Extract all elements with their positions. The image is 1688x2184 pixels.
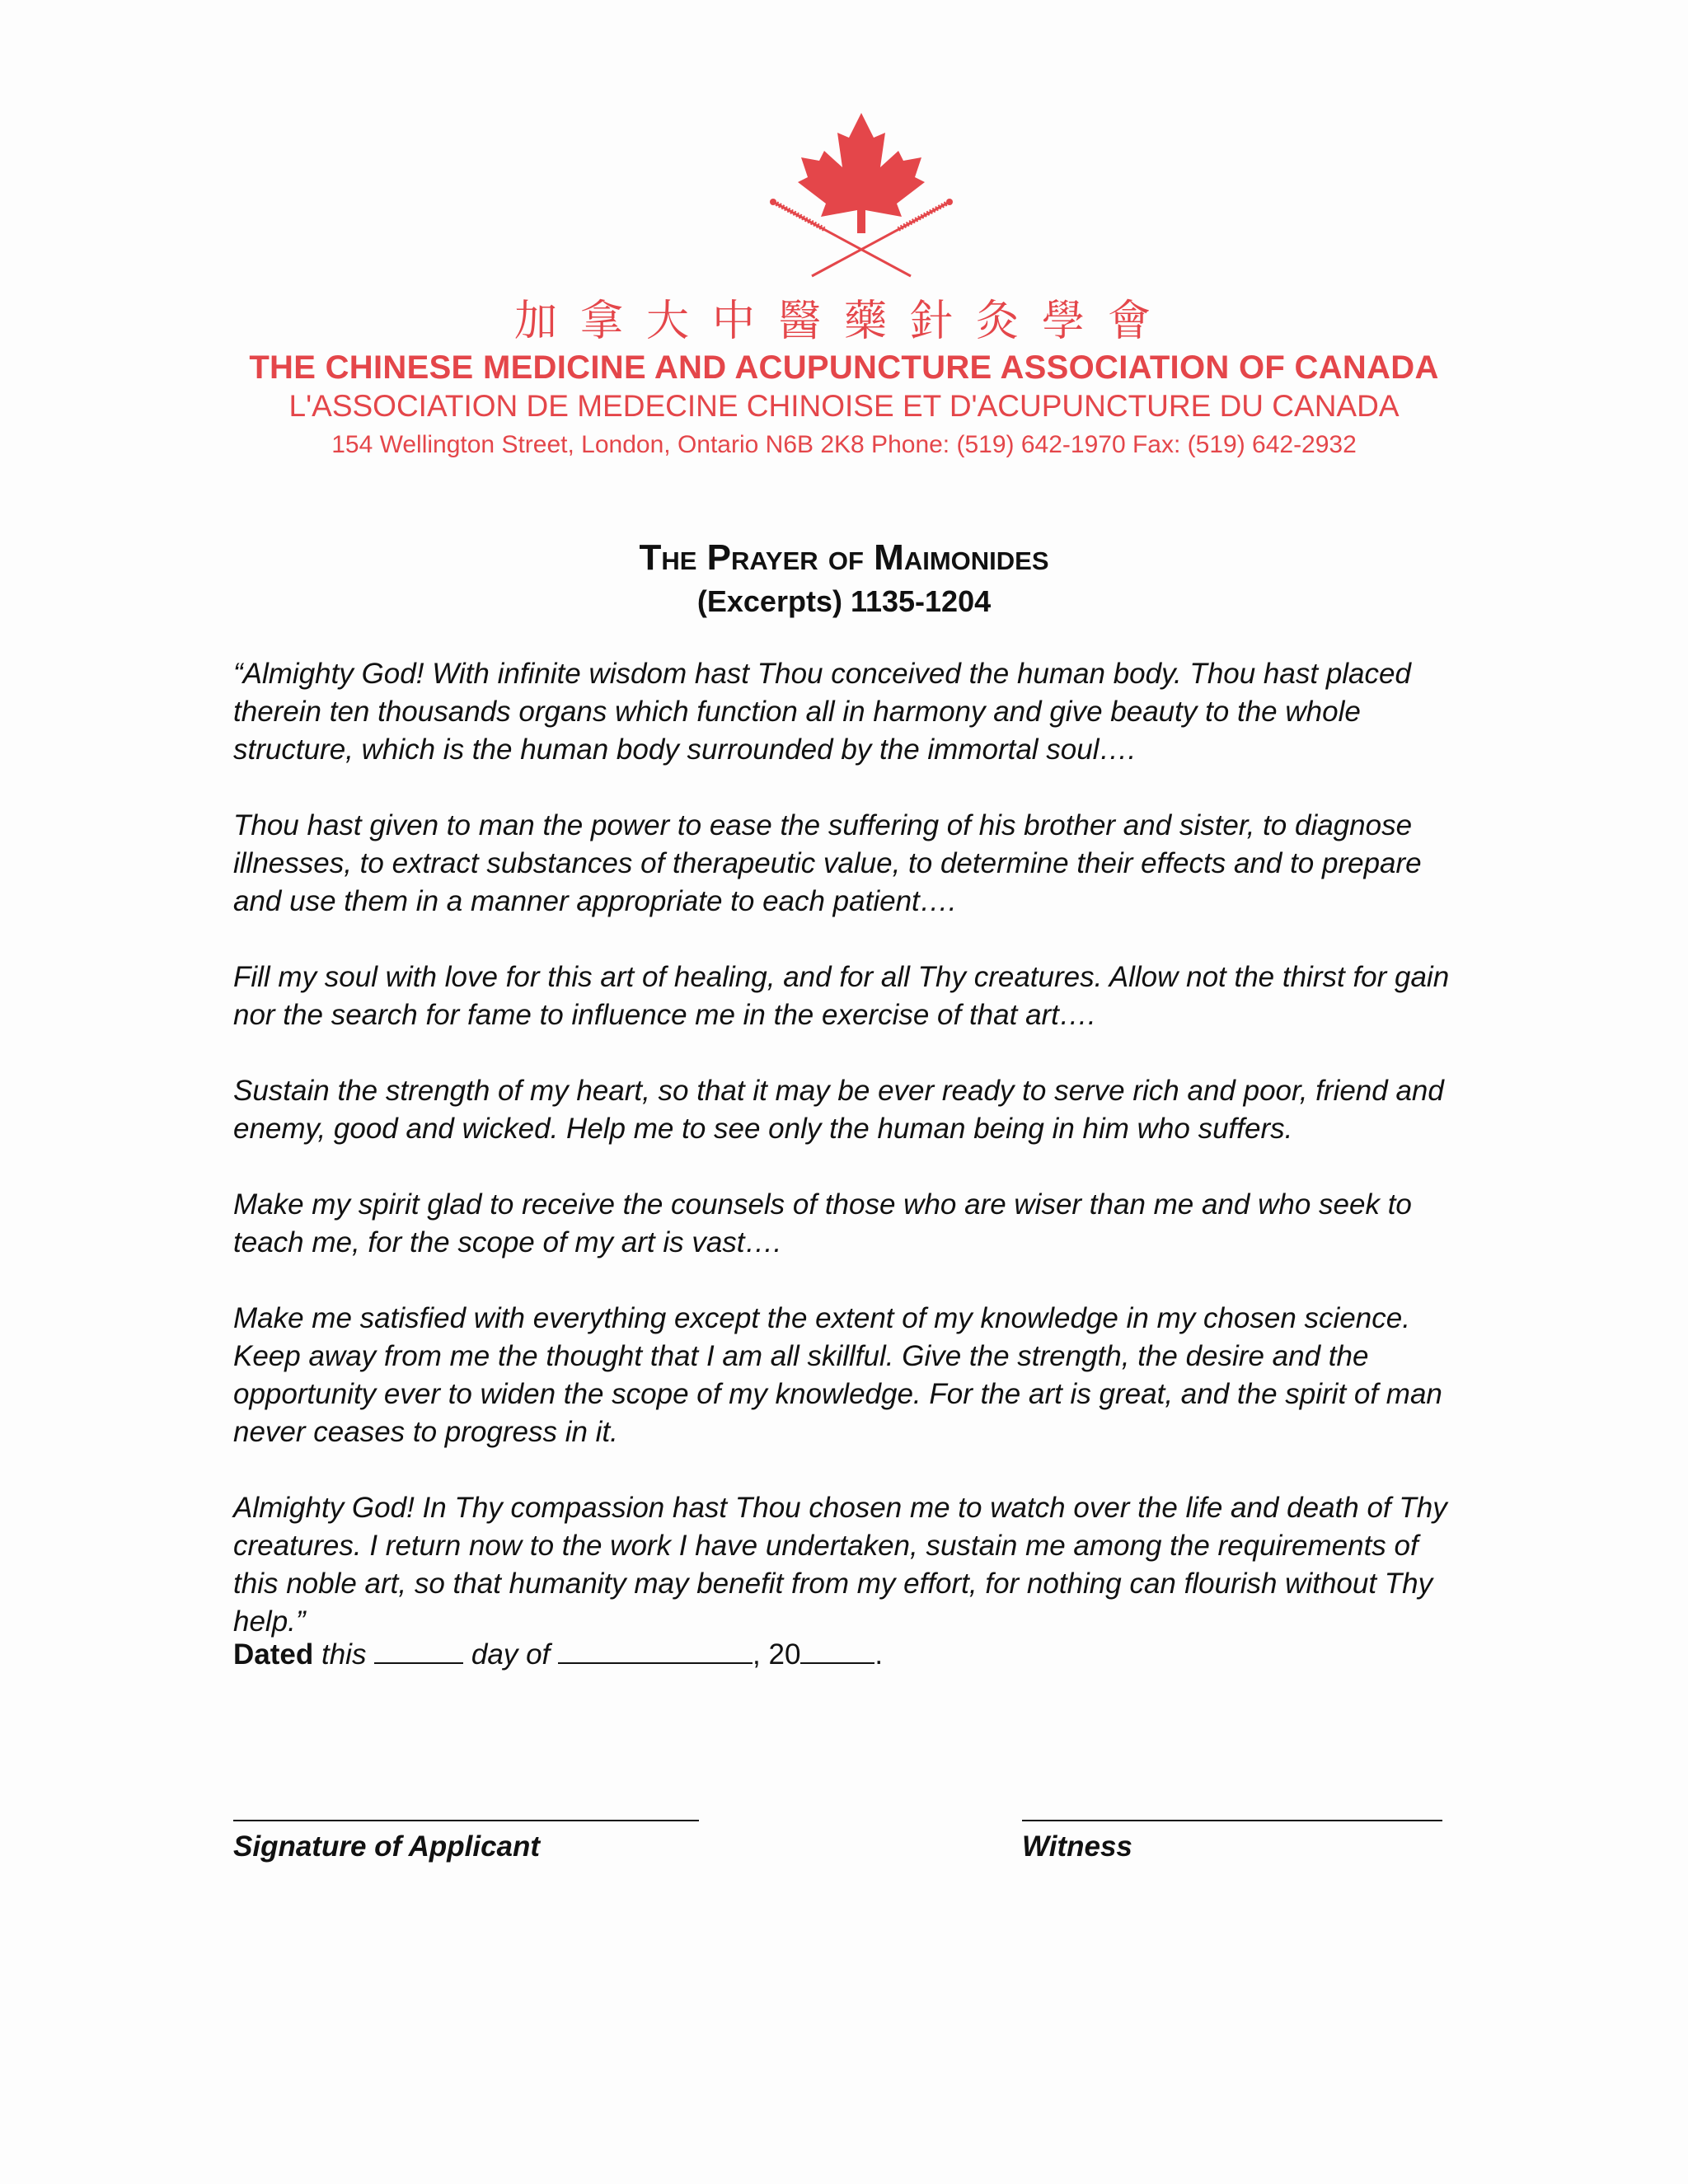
- dated-line: [233, 1636, 883, 1674]
- dated-this-text: this: [321, 1638, 367, 1671]
- dated-period: .: [874, 1638, 884, 1671]
- association-address: 154 Wellington Street, London, Ontario N6B 2K8 Phone: (519) 642-1970 Fax: (519) 642-2932: [331, 431, 1357, 458]
- year-prefix: 20: [768, 1638, 801, 1671]
- day-blank[interactable]: [374, 1638, 463, 1664]
- maple-leaf-logo-icon: [767, 111, 956, 288]
- prayer-paragraph: Thou hast given to man the power to ease the suffering of his brother and sister, to diagnose illnesses, to extract substances of therapeutic value, to determine their effects and to prepare and use them in a manner appropriate to each patient….: [233, 809, 1422, 917]
- prayer-paragraph: Sustain the strength of my heart, so that it may be ever ready to serve rich and poor, friend and enemy, good and wicked. Help me to see only the human being in him who suffers.: [233, 1075, 1444, 1145]
- association-chinese-name: 加拿大中醫藥針灸學會: [513, 297, 1174, 346]
- prayer-paragraph: Make my spirit glad to receive the counsels of those who are wiser than me and who seek to teach me, for the scope of my art is vast….: [233, 1188, 1412, 1258]
- dated-label: Dated: [233, 1638, 314, 1671]
- witness-signature-label: Witness: [1022, 1830, 1132, 1863]
- prayer-body: [233, 655, 1453, 1679]
- prayer-paragraph: “Almighty God! With infinite wisdom hast Thou conceived the human body. Thou hast placed therein ten thousands organs which function all in harmony and give beauty to the whole structure, which is the human body surrounded by the immortal soul….: [233, 658, 1411, 766]
- applicant-signature-line[interactable]: [233, 1820, 699, 1821]
- year-blank[interactable]: [800, 1638, 874, 1664]
- witness-signature-line[interactable]: [1022, 1820, 1442, 1821]
- prayer-paragraph: Make me satisfied with everything except the extent of my knowledge in my chosen science. Keep away from me the thought that I am all skillful. Give the strength, the desire and the opportunity ever to widen the scope of my knowledge. For the art is great, and the spirit of man never ceases to progress in it.: [233, 1302, 1442, 1448]
- document-subtitle: (Excerpts) 1135-1204: [696, 584, 992, 618]
- association-name-english: THE CHINESE MEDICINE AND ACUPUNCTURE ASSOCIATION OF CANADA: [249, 349, 1439, 386]
- month-blank[interactable]: [558, 1638, 753, 1664]
- dated-day-of-text: day of: [471, 1638, 551, 1671]
- document-title: The Prayer of Maimonides: [639, 537, 1049, 578]
- prayer-paragraph: Almighty God! In Thy compassion hast Thou chosen me to watch over the life and death of Thy creatures. I return now to the work I have undertaken, sustain me among the requirements of this noble art, so that humanity may benefit from my effort, for nothing can flourish without Thy help.”: [233, 1492, 1447, 1638]
- prayer-paragraph: Fill my soul with love for this art of healing, and for all Thy creatures. Allow not the thirst for gain nor the search for fame to influence me in the exercise of that art….: [233, 961, 1450, 1031]
- dated-comma: ,: [753, 1638, 761, 1671]
- applicant-signature-label: Signature of Applicant: [233, 1830, 541, 1863]
- association-name-french: L'ASSOCIATION DE MEDECINE CHINOISE ET D'ACUPUNCTURE DU CANADA: [288, 389, 1400, 423]
